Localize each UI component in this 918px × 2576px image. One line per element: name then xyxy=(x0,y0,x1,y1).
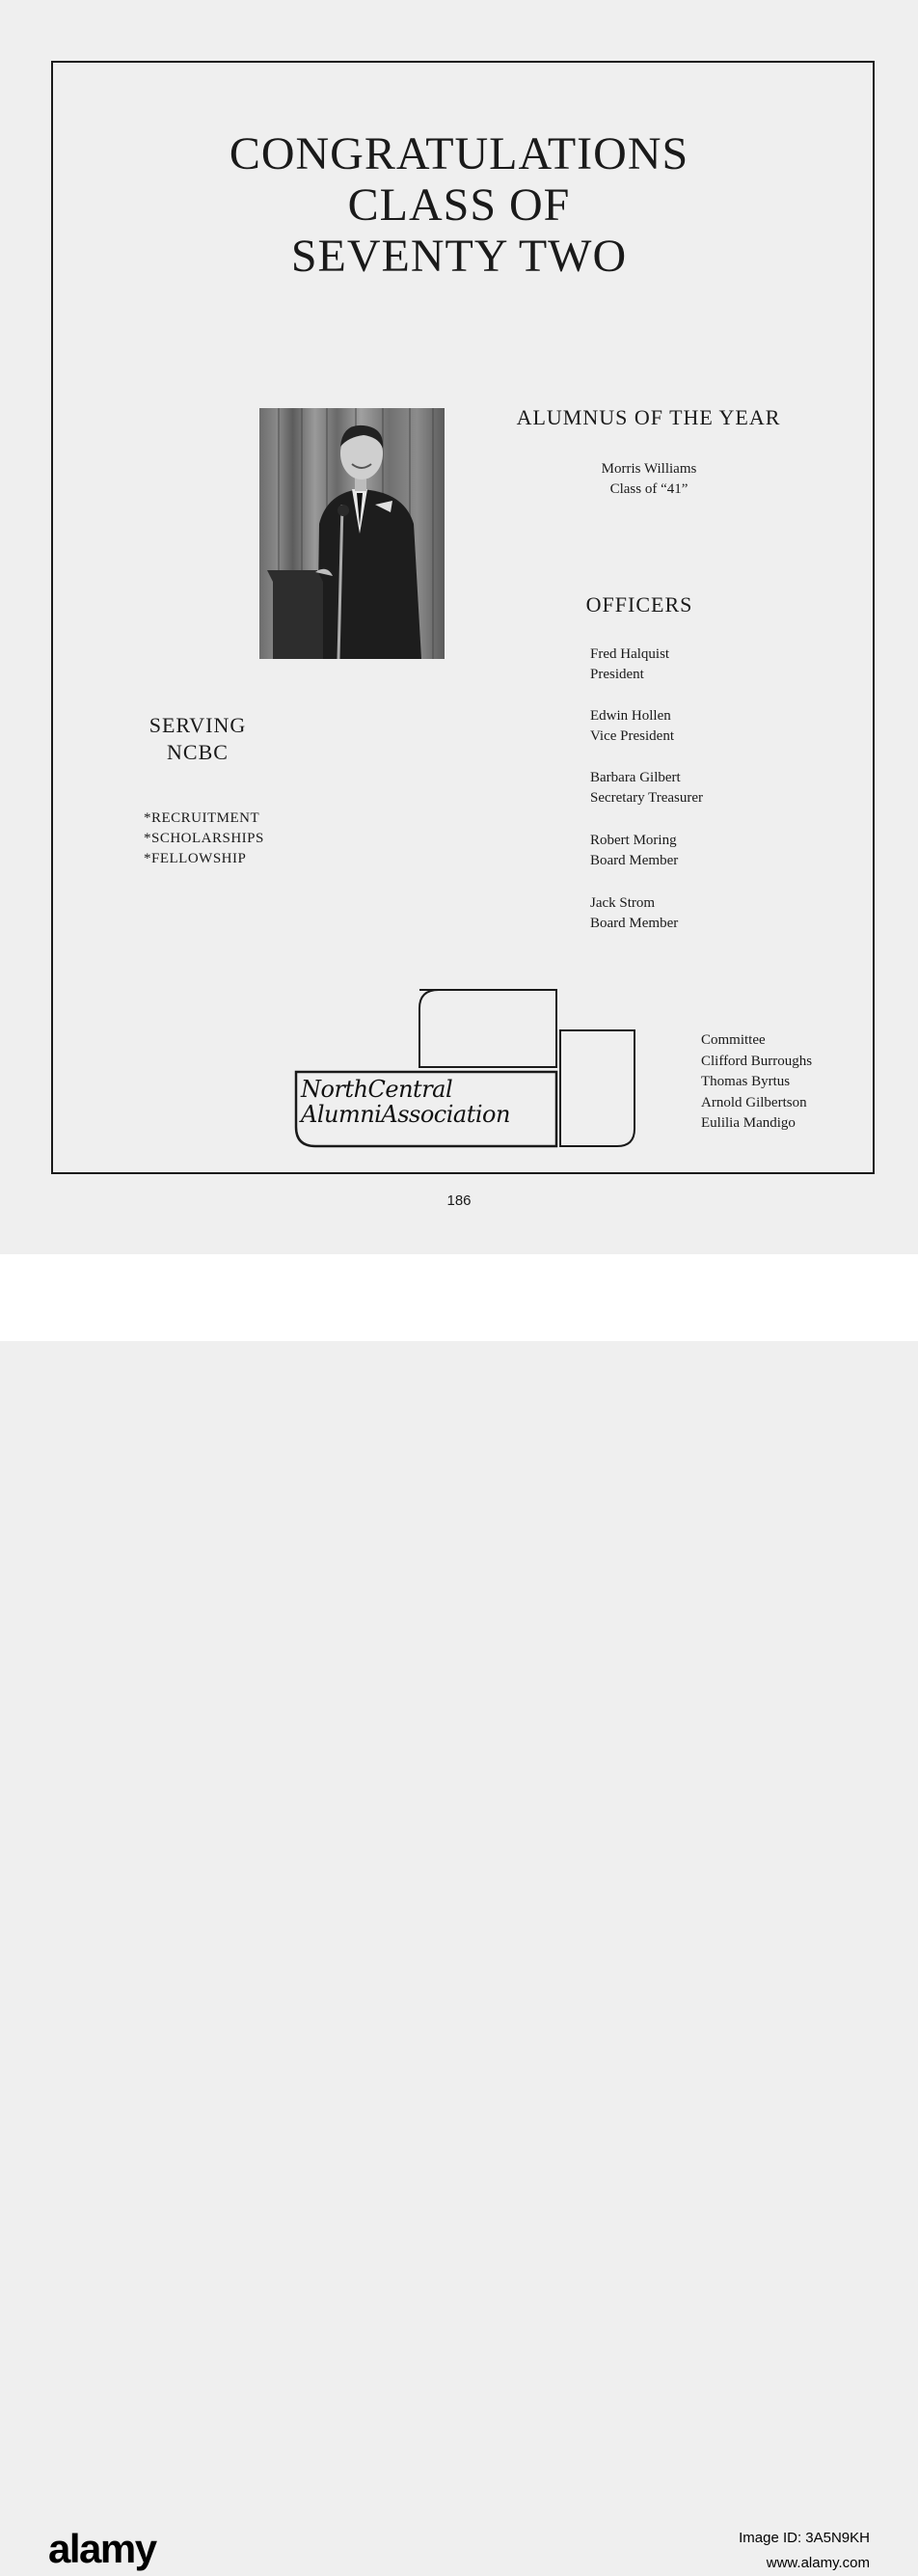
officer-name: Barbara Gilbert xyxy=(590,770,681,785)
officer-name: Edwin Hollen xyxy=(590,708,671,724)
officer-entry xyxy=(590,644,669,685)
officer-name: Fred Halquist xyxy=(590,646,670,662)
officer-entry xyxy=(590,706,674,747)
officer-role: Vice President xyxy=(590,728,674,744)
logo-line-2: AlumniAssociation xyxy=(301,1101,510,1128)
officer-name: Robert Moring xyxy=(590,833,677,848)
serving-line-1: SERVING xyxy=(148,713,247,737)
committee-heading: Committee xyxy=(701,1032,766,1048)
image-id-block xyxy=(739,2526,870,2576)
yearbook-page xyxy=(0,0,918,1254)
service-item: *FELLOWSHIP xyxy=(144,851,247,866)
association-logo xyxy=(294,989,641,1153)
committee-member: Clifford Burroughs xyxy=(701,1053,813,1069)
service-item: *SCHOLARSHIPS xyxy=(144,831,264,846)
officer-role: Secretary Treasurer xyxy=(590,790,704,806)
title-line-3: SEVENTY TWO xyxy=(290,231,628,282)
image-id: Image ID: 3A5N9KH xyxy=(739,2530,870,2546)
title-line-1: CONGRATULATIONS xyxy=(229,128,689,179)
alumnus-photo xyxy=(259,408,445,659)
serving-line-2: NCBC xyxy=(167,740,229,764)
service-item: *RECRUITMENT xyxy=(144,810,260,826)
committee-member: Arnold Gilbertson xyxy=(701,1094,807,1110)
title-line-2: CLASS OF xyxy=(347,179,571,231)
committee-member: Thomas Byrtus xyxy=(701,1074,791,1089)
logo-wordmark xyxy=(301,1077,510,1127)
alumnus-heading: ALUMNUS OF THE YEAR xyxy=(516,405,781,429)
officer-role: President xyxy=(590,667,644,682)
officer-entry xyxy=(590,893,678,934)
logo-line-1: NorthCentral xyxy=(301,1076,453,1103)
site-url: www.alamy.com xyxy=(766,2555,870,2571)
speaker-illustration xyxy=(259,408,445,659)
brand-logo: alamy xyxy=(48,2526,156,2571)
officer-name: Jack Strom xyxy=(590,895,656,911)
officer-role: Board Member xyxy=(590,853,679,868)
serving-heading xyxy=(135,712,260,766)
committee-member: Eulilia Mandigo xyxy=(701,1115,796,1131)
service-list xyxy=(144,808,264,869)
officers-heading: OFFICERS xyxy=(585,592,693,617)
stock-footer xyxy=(0,1254,918,2571)
officer-entry xyxy=(590,768,703,808)
committee-list xyxy=(701,1030,812,1135)
officer-entry xyxy=(590,831,678,871)
alumnus-info xyxy=(553,459,745,500)
page-title xyxy=(0,128,918,282)
officer-role: Board Member xyxy=(590,916,679,931)
alumnus-class: Class of “41” xyxy=(609,481,688,497)
alumnus-name: Morris Williams xyxy=(601,461,697,477)
page-number: 186 xyxy=(446,1192,472,1209)
